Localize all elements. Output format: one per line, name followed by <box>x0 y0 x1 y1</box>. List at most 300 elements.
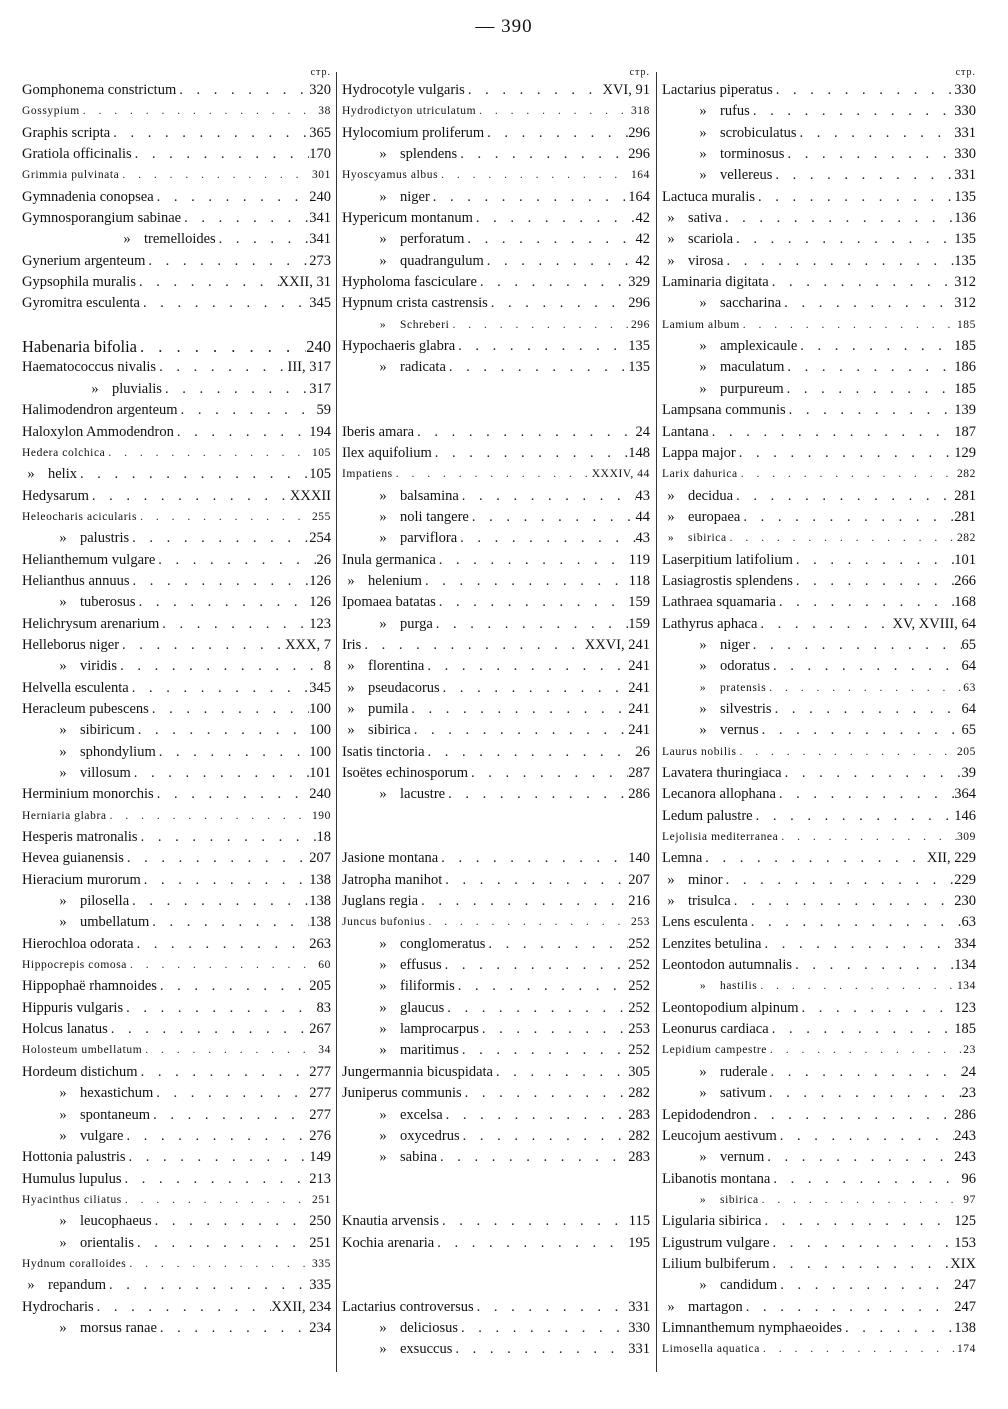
dot-leader <box>792 955 954 976</box>
ditto-mark: » <box>59 893 67 910</box>
index-entry <box>342 699 650 720</box>
page-ref: 18 <box>316 829 331 846</box>
ditto-mark: » <box>379 957 387 974</box>
index-entry <box>342 293 650 314</box>
subentry-name: pseudacorus <box>368 679 440 696</box>
subentry <box>342 720 411 741</box>
dot-leader <box>108 1019 309 1040</box>
dot-leader <box>459 486 636 507</box>
dot-leader <box>157 1318 309 1339</box>
index-entry <box>662 1254 976 1275</box>
index-entry <box>342 656 650 677</box>
page-ref: 105 <box>311 446 331 459</box>
page-ref: 273 <box>309 252 331 269</box>
index-entry <box>22 357 331 378</box>
ditto-mark: » <box>699 167 707 184</box>
dot-leader <box>439 1211 629 1232</box>
dot-leader <box>138 827 317 848</box>
dot-leader <box>127 955 318 976</box>
subentry <box>22 1275 106 1296</box>
dot-leader <box>129 678 310 699</box>
index-entry <box>22 678 331 699</box>
dot-leader <box>768 1062 962 1083</box>
entry-name: Inula germanica <box>342 551 436 568</box>
page-ref: 263 <box>309 935 331 952</box>
page-ref: 335 <box>311 1257 331 1270</box>
entry-name: Hypericum montanum <box>342 210 473 227</box>
page-ref: 135 <box>954 231 976 248</box>
dot-leader <box>484 123 628 144</box>
dot-leader <box>137 507 312 528</box>
index-entry <box>662 486 976 507</box>
entry-name: Graphis scripta <box>22 124 111 141</box>
page-number: — 390 <box>475 16 533 37</box>
subentry <box>342 1040 459 1061</box>
page-ref: 312 <box>954 295 976 312</box>
dot-leader <box>784 379 955 400</box>
ditto-mark: » <box>379 1127 387 1144</box>
dot-leader <box>777 1275 954 1296</box>
subentry-name: decidua <box>688 487 734 504</box>
subentry <box>662 1147 764 1168</box>
subentry-name: viridis <box>80 658 118 675</box>
entry-name: Lactarius piperatus <box>662 82 773 98</box>
dot-leader <box>702 848 927 869</box>
ditto-mark: » <box>667 210 675 227</box>
ditto-mark: » <box>379 530 387 547</box>
page-ref: 164 <box>630 169 650 182</box>
subentry-name: leucophaeus <box>80 1213 152 1230</box>
page-ref: 138 <box>309 914 331 931</box>
page-ref: 26 <box>316 551 331 568</box>
page-ref: 312 <box>954 274 976 291</box>
subentry <box>662 379 784 400</box>
index-entry <box>662 357 976 378</box>
ditto-mark: » <box>123 231 131 248</box>
ditto-mark: » <box>667 508 675 525</box>
page-ref: 296 <box>628 146 650 163</box>
index-entry <box>342 1297 650 1318</box>
dot-leader <box>437 1147 628 1168</box>
page-ref: 251 <box>309 1234 331 1251</box>
index-entry <box>662 976 976 997</box>
page-ref: 118 <box>628 572 650 589</box>
index-entry <box>22 528 331 549</box>
page-ref: 283 <box>628 1106 650 1123</box>
dot-leader <box>786 400 955 421</box>
page-ref: 241 <box>628 700 650 717</box>
ditto-mark: » <box>379 508 387 525</box>
page-ref: XXXIV, 44 <box>591 468 650 481</box>
ditto-mark: » <box>379 1149 387 1166</box>
subentry-name: sativum <box>720 1085 766 1102</box>
index-entry <box>22 763 331 784</box>
dot-leader <box>442 955 629 976</box>
blank-line <box>342 1190 650 1211</box>
entry-name: Lepidodendron <box>662 1106 751 1123</box>
subentry-name: minor <box>688 871 723 888</box>
subentry <box>662 144 784 165</box>
entry-name: Ligularia sibirica <box>662 1213 762 1230</box>
page-ref: 216 <box>628 893 650 910</box>
subentry-name: palustris <box>80 530 130 547</box>
dot-leader <box>777 1126 954 1147</box>
subentry <box>662 528 727 549</box>
page-ref: 24 <box>961 1063 976 1080</box>
subentry <box>22 1211 152 1232</box>
index-entry <box>662 870 976 891</box>
blank-line <box>342 400 650 421</box>
index-entry <box>342 464 650 485</box>
index-entry <box>662 251 976 272</box>
page-ref: 309 <box>956 831 976 844</box>
entry-name: Limosella aquatica <box>662 1343 760 1356</box>
index-entry <box>662 827 976 848</box>
entry-name: Larix dahurica <box>662 468 738 481</box>
index-entry <box>22 80 331 101</box>
subentry <box>342 1126 460 1147</box>
subentry <box>662 656 770 677</box>
ditto-mark: » <box>379 1042 387 1059</box>
page-ref: 365 <box>309 124 331 141</box>
index-entry <box>22 464 331 485</box>
subentry-name: pratensis <box>720 681 767 694</box>
dot-leader <box>119 635 285 656</box>
index-entry <box>342 1318 650 1339</box>
dot-leader <box>162 379 309 400</box>
index-entry <box>662 507 976 528</box>
dot-leader <box>106 1275 309 1296</box>
subentry <box>662 1275 777 1296</box>
ditto-mark: » <box>59 743 67 760</box>
entry-name: Helianthus annuus <box>22 572 130 589</box>
page-ref: 24 <box>635 423 650 440</box>
page-ref: 241 <box>628 658 650 675</box>
subentry-name: parviflora <box>400 530 458 547</box>
subentry-name: martagon <box>688 1298 743 1315</box>
blank-line <box>342 827 650 848</box>
page-ref: 277 <box>309 1063 331 1080</box>
index-entry <box>662 1083 976 1104</box>
entry-name: Leucojum aestivum <box>662 1127 777 1144</box>
entry-name: Lenzites betulina <box>662 935 762 952</box>
subentry-name: niger <box>400 188 430 205</box>
index-entry <box>22 891 331 912</box>
index-entry <box>662 101 976 122</box>
page-ref: 65 <box>961 636 976 653</box>
dot-leader <box>731 891 955 912</box>
subentry <box>662 891 731 912</box>
page-ref: 63 <box>961 914 976 931</box>
subentry-name: sphondylium <box>80 743 156 760</box>
dot-leader <box>709 422 955 443</box>
page-ref: 277 <box>309 1085 331 1102</box>
dot-leader <box>457 528 635 549</box>
index-entry <box>22 976 331 997</box>
index-entry <box>662 144 976 165</box>
dot-leader <box>140 293 309 314</box>
index-entry <box>22 144 331 165</box>
page-ref: 100 <box>309 722 331 739</box>
index-entry <box>342 720 650 741</box>
entry-name: Libanotis montana <box>662 1170 771 1187</box>
page-ref: 195 <box>628 1234 650 1251</box>
page-ref: 243 <box>954 1149 976 1166</box>
dot-leader <box>738 464 957 485</box>
index-entry <box>662 571 976 592</box>
page-ref: 138 <box>309 871 331 888</box>
dot-leader <box>465 80 603 101</box>
subentry-name: deliciosus <box>400 1319 458 1336</box>
page-ref: 207 <box>628 871 650 888</box>
index-entry <box>22 1233 331 1254</box>
page-ref: 159 <box>628 594 650 611</box>
page-ref: 247 <box>954 1277 976 1294</box>
subentry-name: tremelloides <box>144 231 216 248</box>
index-entry <box>662 891 976 912</box>
page-ref: 230 <box>954 893 976 910</box>
entry-name: Herminium monorchis <box>22 786 154 803</box>
dot-leader <box>149 912 309 933</box>
page-ref: 26 <box>635 743 650 760</box>
subentry <box>22 1233 134 1254</box>
index-entry <box>662 1275 976 1296</box>
subentry <box>342 486 459 507</box>
entry-name: Hesperis matronalis <box>22 829 138 846</box>
entry-name: Leontopodium alpinum <box>662 999 799 1016</box>
page-ref: 185 <box>956 318 976 331</box>
subentry <box>342 614 433 635</box>
page-ref: 135 <box>954 252 976 269</box>
dot-leader <box>157 976 309 997</box>
dot-leader <box>793 571 954 592</box>
page-ref: 240 <box>306 337 331 357</box>
entry-name: Laminaria digitata <box>662 274 769 291</box>
subentry-name: hexastichum <box>80 1085 154 1102</box>
index-entry <box>342 592 650 613</box>
blank-line <box>342 1169 650 1190</box>
ditto-mark: » <box>699 380 707 397</box>
index-entry <box>22 293 331 314</box>
subentry <box>342 571 422 592</box>
index-entry <box>662 336 976 357</box>
index-entry <box>342 101 650 122</box>
dot-leader <box>485 934 628 955</box>
subentry-name: candidum <box>720 1277 778 1294</box>
index-entry <box>22 550 331 571</box>
ditto-mark: » <box>347 572 355 589</box>
ditto-mark: » <box>379 1106 387 1123</box>
subentry <box>662 976 757 997</box>
page-ref: 42 <box>635 231 650 248</box>
subentry <box>662 720 759 741</box>
subentry-name: vernum <box>720 1149 765 1166</box>
ditto-mark: » <box>699 1193 707 1206</box>
index-entry <box>342 763 650 784</box>
dot-leader <box>455 976 628 997</box>
page-ref: 205 <box>956 745 976 758</box>
page-ref: 286 <box>628 786 650 803</box>
dot-leader <box>408 699 628 720</box>
subentry-name: pilosella <box>80 893 130 910</box>
index-entry <box>662 272 976 293</box>
page-ref: 185 <box>954 380 976 397</box>
index-entry <box>342 998 650 1019</box>
index-entry <box>22 379 331 400</box>
subentry-name: scrobiculatus <box>720 124 797 141</box>
page-ref: XXII, 31 <box>278 274 331 291</box>
page-ref: 320 <box>309 82 331 98</box>
dot-leader <box>155 550 316 571</box>
dot-leader <box>759 720 962 741</box>
entry-name: Gynerium argenteum <box>22 252 146 269</box>
page-ref: 125 <box>954 1213 976 1230</box>
entry-name: Jasione montana <box>342 850 439 867</box>
index-entry <box>662 123 976 144</box>
subentry <box>662 678 766 699</box>
index-entry <box>662 379 976 400</box>
index-entry <box>662 1169 976 1190</box>
index-entry <box>342 443 650 464</box>
page-ref: 334 <box>954 935 976 952</box>
dot-leader <box>94 1297 272 1318</box>
dot-leader <box>722 208 954 229</box>
entry-name: Leonurus cardiaca <box>662 1021 769 1038</box>
dot-leader <box>123 1126 309 1147</box>
dot-leader <box>444 998 628 1019</box>
dot-leader <box>436 550 629 571</box>
entry-name: Juglans regia <box>342 893 419 910</box>
subentry-name: morsus ranae <box>80 1319 157 1336</box>
entry-name: Gossypium <box>22 105 80 118</box>
index-entry <box>662 1147 976 1168</box>
dot-leader <box>445 784 628 805</box>
index-entry <box>22 336 331 357</box>
ditto-mark: » <box>379 146 387 163</box>
entry-name: Jungermannia bicuspidata <box>342 1063 493 1080</box>
subentry <box>662 1083 766 1104</box>
index-entry <box>22 1254 331 1275</box>
subentry-name: noli tangere <box>400 508 469 525</box>
subentry <box>342 187 430 208</box>
dot-leader <box>181 208 309 229</box>
index-entry <box>342 891 650 912</box>
ditto-mark: » <box>59 1106 67 1123</box>
ditto-mark: » <box>699 1063 707 1080</box>
index-entry <box>22 1019 331 1040</box>
ditto-mark: » <box>27 466 35 483</box>
page-ref: 345 <box>309 295 331 312</box>
page-ref: 253 <box>628 1021 650 1038</box>
index-entry <box>22 998 331 1019</box>
dot-leader <box>430 187 628 208</box>
index-entry <box>342 1339 650 1360</box>
index-entry <box>662 656 976 677</box>
index-entry <box>22 400 331 421</box>
dot-leader <box>440 678 629 699</box>
page-ref: 146 <box>954 807 976 824</box>
ditto-mark: » <box>379 1021 387 1038</box>
page-ref: 240 <box>309 786 331 803</box>
subentry-name: sibiricum <box>80 722 135 739</box>
page-ref: XV, XVIII, 64 <box>892 615 976 632</box>
page-ref: 43 <box>635 487 650 504</box>
page-ref: 330 <box>954 82 976 98</box>
dot-leader <box>446 357 628 378</box>
page-ref: 254 <box>309 530 331 547</box>
dot-leader <box>149 699 309 720</box>
index-entry <box>22 422 331 443</box>
index-entry <box>22 1190 331 1211</box>
ditto-mark: » <box>347 722 355 739</box>
dot-leader <box>755 187 954 208</box>
index-entry <box>662 229 976 250</box>
index-entry <box>22 848 331 869</box>
index-entry <box>662 678 976 699</box>
index-entry <box>342 784 650 805</box>
subentry-name: sibirica <box>688 532 727 545</box>
ditto-mark: » <box>699 1149 707 1166</box>
dot-leader <box>425 912 631 933</box>
page-ref: 229 <box>954 871 976 888</box>
page-ref: 186 <box>954 359 976 376</box>
dot-leader <box>740 507 954 528</box>
index-entry <box>22 656 331 677</box>
index-entry <box>22 187 331 208</box>
entry-name: Jatropha manihot <box>342 871 443 888</box>
subentry <box>662 507 740 528</box>
entry-name: Heleocharis acicularis <box>22 510 138 523</box>
dot-leader <box>748 912 962 933</box>
dot-leader <box>760 1339 957 1360</box>
index-entry <box>662 187 976 208</box>
ditto-mark: » <box>59 594 67 611</box>
subentry <box>342 1105 443 1126</box>
ditto-mark: » <box>59 914 67 931</box>
entry-name: Habenaria bifolia <box>22 337 137 357</box>
dot-leader <box>452 1339 628 1360</box>
dot-leader <box>123 998 316 1019</box>
dot-leader <box>462 1083 629 1104</box>
page-ref: 168 <box>954 594 976 611</box>
subentry <box>662 229 733 250</box>
subentry-name: helenium <box>368 572 422 589</box>
entry-name: Hevea guianensis <box>22 850 124 867</box>
blank-line <box>342 1275 650 1296</box>
subentry <box>342 357 446 378</box>
index-entry <box>662 720 976 741</box>
dot-leader <box>176 80 309 101</box>
ditto-mark: » <box>667 532 675 545</box>
subentry-name: trisulca <box>688 893 731 910</box>
entry-name: Hyacinthus ciliatus <box>22 1193 122 1206</box>
page-ref: XXVI, 241 <box>584 636 650 653</box>
dot-leader <box>753 806 955 827</box>
ditto-mark: » <box>379 999 387 1016</box>
dot-leader <box>425 742 636 763</box>
page-ref: 253 <box>630 916 650 929</box>
entry-name: Lathyrus aphaca <box>662 615 758 632</box>
column-divider <box>656 72 657 1372</box>
subentry <box>662 699 772 720</box>
dot-leader <box>138 1062 310 1083</box>
dot-leader <box>770 1254 951 1275</box>
page-ref: 330 <box>954 103 976 120</box>
dot-leader <box>438 165 631 186</box>
subentry <box>342 699 408 720</box>
dot-leader <box>422 571 629 592</box>
subentry <box>342 144 457 165</box>
